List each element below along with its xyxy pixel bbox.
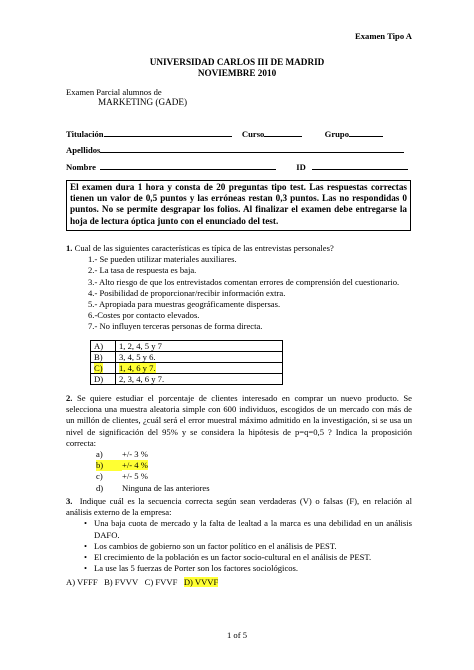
option-text: +/- 4 % bbox=[122, 460, 148, 471]
question-3-number: 3. bbox=[66, 496, 73, 506]
question-3-answers bbox=[66, 577, 218, 588]
answer-option[interactable]: A) VFFF bbox=[66, 577, 98, 587]
option-text: 1, 4, 6 y 7. bbox=[119, 363, 156, 373]
question-3-statement: • La use las 5 fuerzas de Porter son los factores sociológicos. bbox=[76, 563, 412, 574]
question-3-statement: • Una baja cuota de mercado y la falta de lealtad a la marca es una debilidad en un análisis DAFO. bbox=[76, 518, 412, 540]
curso-field[interactable] bbox=[264, 127, 302, 137]
question-1-item: 3.- Alto riesgo de que los entrevistados comentan errores de comprensión del cuestionario. bbox=[88, 276, 400, 287]
question-1-item: 5.- Apropiada para muestras geográficamente dispersas. bbox=[88, 299, 281, 310]
option-text: 3, 4, 5 y 6. bbox=[116, 352, 283, 363]
question-1-item: 2.- La tasa de respuesta es baja. bbox=[88, 265, 197, 276]
option-text: Ninguna de las anteriores bbox=[122, 482, 210, 493]
question-2-number: 2. bbox=[66, 393, 73, 403]
question-1-stem: Cual de las siguientes características es típica de las entrevistas personales? bbox=[74, 243, 334, 253]
question-2-options bbox=[96, 449, 296, 494]
option-row-highlighted[interactable] bbox=[96, 460, 296, 471]
answer-option[interactable]: C) FVVF bbox=[144, 577, 178, 587]
grupo-field[interactable] bbox=[349, 127, 383, 137]
apellidos-field[interactable] bbox=[100, 143, 404, 153]
question-1-number: 1. bbox=[66, 243, 73, 253]
page-number: 1 of 5 bbox=[226, 630, 248, 640]
answer-option-highlighted[interactable]: D) VVVF bbox=[183, 577, 219, 587]
question-1-item: 6.-Costes por contacto elevados. bbox=[88, 310, 200, 321]
option-row[interactable] bbox=[96, 449, 296, 460]
option-row[interactable] bbox=[96, 471, 296, 482]
university-title: UNIVERSIDAD CARLOS III DE MADRID bbox=[149, 57, 325, 67]
option-text: +/- 3 % bbox=[122, 449, 148, 459]
question-3-stem: Indique cuál es la secuencia correcta según sean verdaderas (V) o falsas (F), en relación al análisis externo de la empresa: bbox=[66, 496, 412, 518]
question-3-statement: • Los cambios de gobierno son un factor político en el análisis de PEST. bbox=[76, 541, 412, 552]
id-field[interactable] bbox=[312, 160, 408, 170]
question-1-item: 1.- Se pueden utilizar materiales auxiliares. bbox=[88, 254, 237, 265]
question-1-item: 7.- No influyen terceras personas de forma directa. bbox=[88, 321, 263, 332]
table-row[interactable] bbox=[91, 352, 283, 363]
answer-option[interactable]: B) FVVV bbox=[104, 577, 139, 587]
exam-subtitle: Examen Parcial alumnos de bbox=[66, 87, 162, 97]
option-letter: A) bbox=[91, 341, 116, 352]
exam-notice-text: El examen dura 1 hora y consta de 20 preguntas tipo test. Las respuestas correctas tienen un valor de 0,5 puntos y las erróneas restan 0,3 puntos. Las no respondidas 0 puntos. No se permite desgrapar los folios. Al finalizar el examen debe entregarse la hoja de lectura óptica junto con el enunciado del test. bbox=[70, 182, 407, 226]
question-1 bbox=[66, 243, 412, 333]
option-text: 2, 3, 4, 6 y 7. bbox=[116, 374, 283, 385]
option-text: 1, 2, 4, 5 y 7 bbox=[116, 341, 283, 352]
exam-type-label: Examen Tipo A bbox=[355, 31, 412, 41]
titulacion-label: Titulación bbox=[66, 129, 104, 139]
table-row[interactable] bbox=[91, 374, 283, 385]
curso-label: Curso bbox=[241, 129, 265, 139]
table-row[interactable] bbox=[91, 341, 283, 352]
question-1-options-table bbox=[90, 340, 283, 385]
form-row-2 bbox=[66, 143, 404, 156]
date-title: NOVIEMBRE 2010 bbox=[197, 68, 277, 78]
option-text: +/- 5 % bbox=[122, 471, 148, 482]
nombre-label: Nombre bbox=[66, 162, 96, 172]
question-1-item: 4.- Posibilidad de proporcionar/recibir información extra. bbox=[88, 287, 286, 298]
id-label: ID bbox=[296, 162, 306, 172]
question-3-statement: • El crecimiento de la población es un factor socio-cultural en el análisis de PEST. bbox=[76, 552, 412, 563]
option-letter: C) bbox=[94, 363, 103, 373]
question-2 bbox=[66, 393, 412, 449]
option-row[interactable] bbox=[96, 483, 296, 494]
option-letter: a) bbox=[96, 449, 103, 459]
course-name: MARKETING (GADE) bbox=[98, 97, 188, 107]
apellidos-label: Apellidos bbox=[66, 145, 101, 155]
grupo-label: Grupo bbox=[324, 129, 350, 139]
option-letter: b) bbox=[96, 460, 122, 471]
question-2-stem: Se quiere estudiar el porcentaje de clientes interesado en comprar un nuevo producto. Se selecciona una muestra aleatoria simple con 600 individuos, escogidos de un mercado con más de un millón de clientes, ¿cuál será el error muestral máximo admitido en la investigación, si se usa un nivel de significación del 95% y se considera la hipótesis de p=q=0,5 ? Indica la proposición correcta: bbox=[66, 393, 412, 448]
form-row-3 bbox=[66, 160, 408, 173]
titulacion-field[interactable] bbox=[104, 127, 232, 137]
nombre-field[interactable] bbox=[100, 160, 276, 170]
option-letter: D) bbox=[91, 374, 116, 385]
question-3 bbox=[66, 496, 412, 574]
option-letter: c) bbox=[96, 471, 103, 482]
option-letter: d) bbox=[96, 482, 104, 493]
exam-notice-box bbox=[66, 180, 411, 231]
table-row-highlighted[interactable] bbox=[91, 363, 283, 374]
option-letter: B) bbox=[91, 352, 116, 363]
form-row-1 bbox=[66, 127, 383, 140]
